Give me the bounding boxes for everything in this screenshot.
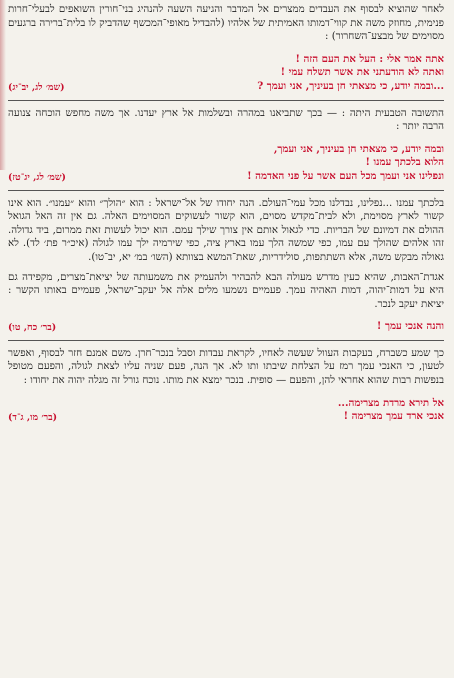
quote-reference: (שמ׳ לג, יג־טז) [8,171,66,183]
divider [8,190,444,191]
quote-line: ונפלינו אני ועמך מכל העם אשר על פני האדמה ! [247,169,444,182]
page-edge-shadow [0,0,6,170]
paragraph-jacob: כך שמע כשברח, בעקבות העוול שעשה לאחיו, לקראת עבדות וסבל בנכר־חרן. משם אמנם חזר לבסוף, ואפשר לטעון, כי האנכי עמך רמז על הצלחת שיבתו ותו לא. אך הנה, פעם שניה עליו לצאת לגולה, והפעם מטופל בנפשות רבות שהוא אחראי להן, והפעם — סופית. בנכר ימצא את מותו. נוכח גורל זה מגלה יהוה את יחודו : [8,347,444,387]
quote-line: ...ובמה יודע, כי מצאתי חן בעיניך, אני ועמך ? [257,79,444,92]
quote-line: ואתה לא הודעתני את אשר תשלח עמי ! [280,66,444,79]
quote-reference: (בר׳ מו, ג־ד) [8,411,58,423]
quote-line: אתה אמר אלי : העל את העם הזה ! [295,52,444,65]
quote-reference: (שמ׳ לג, יב־יג) [8,81,65,93]
quote-exodus-33-16 [8,143,444,184]
divider [8,100,444,101]
quote-line: והנה אנכי עמך ! [376,320,444,333]
quote-genesis-46-3 [8,397,444,424]
paragraph-answer: התשובה הטבעית היתה : — בכך שתביאנו במהרה ובשלמות אל ארץ יעדנו. אך משה מחפש הוכחה צנועה הרבה יותר : [8,107,444,133]
quote-exodus-33-12 [8,53,444,94]
quote-line: אל תירא מרדת מצרימה... [337,396,444,409]
paragraph-uniqueness: בלכתך עמנו ...נפלינו, נבדלנו מכל עמי־העולם. הנה יחודו של אל־ישראל : הוא ״הולך״ והוא ״עמנו״. הוא אינו קשור לארץ מסוימת, ולא לבית־מקדש מסוים, הוא קשור לעשוקים המסוימים האלה. גם אין זה האל הגואל ההולם את דמיונם של הבריות. כדי לגאול אותם אין צורך שילך עמם. הוא יכול לעשות זאת ממרום, ביד גדולה. זהו אלהים שהולך עם עמו, כפי שמשה הלך עמו בארץ ציה, כפי שירמיה ילך עמו לגולה (איכ״ר פת׳ לד). לא גאולה מבקש משה, אלא השתתפות, סולידריות, שאת־המשא בצוותא (השו׳ במ׳ יא, יב־טו). [8,197,444,263]
divider [8,340,444,341]
quote-reference: (בר׳ כח, טו) [8,321,57,333]
quote-genesis-28-15 [8,320,444,334]
paragraph-intro: לאחר שהוציא לבסוף את העבדים ממצרים אל המדבר והגיעה השעה להנהיג בני־חורין השואפים לבעלי־חרות פנימית, מחוזק משה את קווי־דמותו האמיתית של אלהיו (להבדיל מאופי־המכשף שהדביק לו בלית־ברירה ברגעים מסוימים של מבצע־השחרור) : [8,4,444,43]
paragraph-patriarchs: אגדת־האבות, שהיא כעין מדרש מעולה הבא להבהיר ולהעמיק את משמעותה של יציאת־מצרים, מקפידה גם היא על דמות־יהוה, דמות האהיה עמך. פעמיים נשמעו מלים אלה אל יעקב־ישראל, פעמיים באותו הקשר : יציאת יעקב לנכר. [8,271,444,310]
quote-line: ובמה יודע, כי מצאתי חן בעיניך, אני ועמך, [273,142,444,155]
quote-line: הלוא בלכתך עמנו ! [365,156,444,169]
quote-line: אנכי ארד עמך מצרימה ! [343,410,444,423]
